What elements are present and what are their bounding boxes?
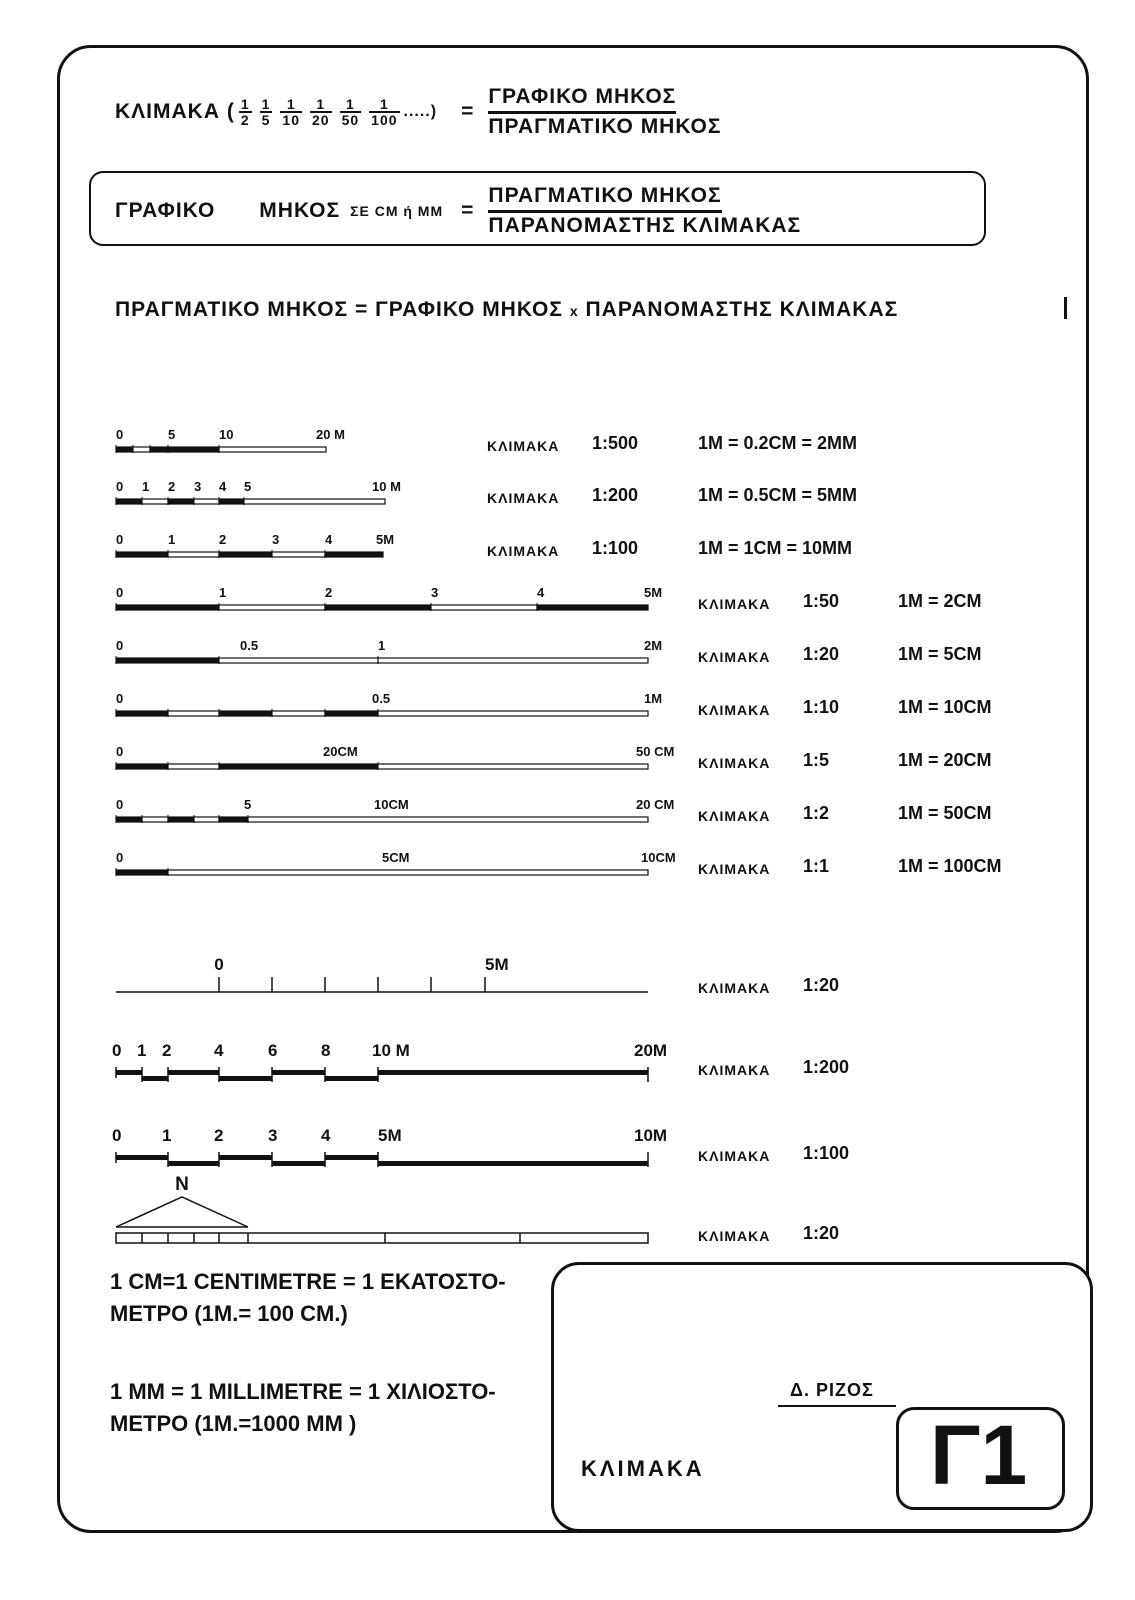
scale-bar-segment [116,658,219,663]
scale-tick-label: 5M [376,532,395,547]
scale-bar-segment [219,552,272,557]
scale-label: ΚΛΙΜΑΚΑ [698,1148,771,1164]
scale-tick-label: 3 [431,585,439,600]
scale-tick-label: 0 [116,427,124,442]
scale-bar-segment [116,605,219,610]
fraction: $\frac{1}{2}$ [240,96,250,129]
scale-bar-segment [116,1070,142,1075]
scale-tick-label: 1M [644,691,663,706]
scale-equivalence: 1M = 2CM [898,591,982,611]
scale-bar-segment [378,1070,648,1075]
scale-bar-segment [133,447,150,452]
scale-bar-segment [150,447,168,452]
scale-bar-segment [219,764,378,769]
scale-equivalence: 1M = 50CM [898,803,992,823]
scale-tick-label: 4 [214,1041,224,1060]
scale-label: ΚΛΙΜΑΚΑ [698,649,771,665]
scale-tick-label: 0 [112,1126,122,1145]
scale-bar-segment [219,447,326,452]
fraction: $\frac{1}{100}$ [371,96,398,129]
scale-bar-segment [431,605,537,610]
real-length-numerator: ΠΡΑΓΜΑΤΙΚΟ ΜΗΚΟΣ [488,183,721,213]
scale-tick-label: 3 [268,1126,278,1145]
scale-bar-segment [168,764,219,769]
scale-ratio: 1:500 [592,433,639,453]
mm-note-line: 1 MM = 1 MILLIMETRE = 1 ΧΙΛΙΟΣΤΟ- [110,1379,496,1404]
scale-ratio: 1:50 [803,591,840,611]
scale-equivalence: 1M = 100CM [898,856,1002,876]
scale-tick-label: 0.5 [240,638,259,653]
scale-ratio: 1:200 [592,485,639,505]
graphic-length-numerator: ΓΡΑΦΙΚΟ ΜΗΚΟΣ [488,84,676,114]
scale-tick-label: 5M [378,1126,402,1145]
scale-tick-label: 0 [116,744,124,759]
scale-tick-label: 20M [634,1041,668,1060]
scale-tick-label: 3 [272,532,280,547]
author: Δ. ΡΙΖΟΣ [790,1380,874,1400]
scale-equivalence: 1M = 1CM = 10MM [698,538,853,558]
times-sign: x [569,303,579,319]
scale-ratio: 1:100 [592,538,639,558]
scale-ratio: 1:1 [803,856,830,876]
scale-bar-segment [325,552,383,557]
scale-label: ΚΛΙΜΑΚΑ [698,596,771,612]
scale-bar-segment [194,817,219,822]
scale-bar-segment [168,711,219,716]
scale-bar-segment [325,1076,378,1081]
scale-tick-label: 0 [116,797,124,812]
scale-bar-segment [248,817,648,822]
scale-ratio: 1:20 [803,1223,840,1243]
scale-tick-label: 5CM [382,850,410,865]
scale-tick-label: 0 [112,1041,122,1060]
scale-label: ΚΛΙΜΑΚΑ [698,980,771,996]
scale-tick-label: 2 [162,1041,172,1060]
scale-bar-segment [219,605,325,610]
scale-ratio: 1:20 [803,644,840,664]
scale-label: ΚΛΙΜΑΚΑ [487,490,560,506]
scale-label: ΚΛΙΜΑΚΑ [487,438,560,454]
equals-sign: = [461,100,475,124]
fraction: $\frac{1}{5}$ [261,96,271,129]
scale-tick-label: 5M [644,585,663,600]
scale-bar-segment [378,1161,648,1166]
scale-bar-segment [378,764,648,769]
scale-bar-segment [168,499,194,504]
scale-ratio: 1:5 [803,750,830,770]
formula-text: ΠΡΑΓΜΑΤΙΚΟ ΜΗΚΟΣ = ΓΡΑΦΙΚΟ ΜΗΚΟΣ [115,298,563,321]
scale-tick-label: 20 M [316,427,345,442]
scale-tick-label: 4 [321,1126,331,1145]
scale-bar-segment [219,499,244,504]
scale-bar-segment [142,1076,168,1081]
scale-bar-segment [116,711,168,716]
scale-equivalence: 1M = 0.5CM = 5MM [698,485,858,505]
denominator-label: ΠΑΡΑΝΟΜΑΣΤΗΣ ΚΛΙΜΑΚΑΣ [488,214,802,238]
scale-bar-segment [194,499,219,504]
scale-bar-segment [116,764,168,769]
scale-tick-label: 1 [142,479,150,494]
fraction: $\frac{1}{10}$ [282,96,300,129]
scale-label: ΚΛΙΜΑΚΑ [698,1228,771,1244]
scale-bar-segment [272,1161,325,1166]
scale-tick-label: 1 [168,532,176,547]
scale-tick-label: 5M [485,955,509,974]
ellipsis: .....) [403,103,438,121]
real-length-denominator: ΠΡΑΓΜΑΤΙΚΟ ΜΗΚΟΣ [488,115,722,139]
scale-tick-label: 0 [116,850,124,865]
scale-tick-label: 20 CM [636,797,675,812]
scale-tick-label: 10CM [374,797,409,812]
scale-tick-label: 1 [137,1041,147,1060]
scale-tick-label: 2M [644,638,663,653]
scale-tick-label: 0 [116,585,124,600]
scale-tick-label: 10 M [372,1041,410,1060]
equals-sign: = [461,199,475,223]
mm-note [110,1376,496,1440]
scale-bar-segment [168,447,219,452]
scale-ratio: 1:100 [803,1143,850,1163]
scale-bar-segment [116,817,142,822]
scale-tick-label: 10CM [641,850,676,865]
author-underline [778,1405,896,1407]
scale-bar-segment [378,711,648,716]
scale-tick-label: 0 [116,479,124,494]
scale-ratio: 1:20 [803,975,840,995]
formula-word: ΜΗΚΟΣ [259,199,341,223]
scale-tick-label: 2 [168,479,176,494]
scale-bar-segment [168,817,194,822]
scale-tick-label: 0 [214,955,224,974]
scale-tick-label: 1 [219,585,227,600]
scale-bar-outline [116,1233,648,1243]
scale-tick-label: 5 [168,427,176,442]
scale-ratio: 1:10 [803,697,840,717]
sheet-code: Γ1 [930,1408,1028,1502]
scale-tick-label: 2 [325,585,333,600]
scale-tick-label: 3 [194,479,202,494]
scale-tick-label: 2 [219,532,227,547]
north-triangle [116,1197,248,1227]
scale-bar-segment [378,658,648,663]
scale-label: ΚΛΙΜΑΚΑ [698,861,771,877]
scale-equivalence: 1M = 5CM [898,644,982,664]
scale-tick-label: 10 M [372,479,401,494]
scale-tick-label: 4 [219,479,227,494]
cm-note-line: ΜΕΤΡΟ (1M.= 100 CM.) [110,1300,348,1326]
scale-tick-label: 1 [378,638,386,653]
scale-tick-label: 5 [244,479,252,494]
scale-tick-label: 0 [116,691,124,706]
scale-equivalence: 1M = 10CM [898,697,992,717]
scale-label: ΚΛΙΜΑΚΑ [698,702,771,718]
scale-bar-segment [116,447,133,452]
scale-tick-label: 6 [268,1041,278,1060]
scale-bar-segment [272,552,325,557]
scale-bar-segment [325,711,378,716]
scale-ratio: 1:200 [803,1057,850,1077]
scale-bar-segment [219,817,248,822]
fraction: $\frac{1}{20}$ [312,96,330,129]
fraction: $\frac{1}{50}$ [341,96,360,129]
scale-label: ΚΛΙΜΑΚΑ [698,808,771,824]
scale-bar-segment [142,817,168,822]
scale-tick-label: 4 [325,532,333,547]
scale-equivalence: 1M = 20CM [898,750,992,770]
cm-note-line: 1 CM=1 CENTIMETRE = 1 ΕΚΑΤΟΣΤΟ- [110,1269,506,1294]
scale-equivalence: 1M = 0.2CM = 2MM [698,433,858,453]
scale-word: ΚΛΙΜΑΚΑ ( [115,100,235,124]
scale-tick-label: 5 [244,797,252,812]
scale-tick-label: 0.5 [372,691,391,706]
scale-tick-label: 0 [116,532,124,547]
scale-bar-segment [168,1070,219,1075]
scale-tick-label: 2 [214,1126,224,1145]
scale-bar-segment [219,1076,272,1081]
scale-bar-segment [116,870,168,875]
scale-bar-segment [272,711,325,716]
sheet-title: ΚΛΙΜΑΚΑ [581,1456,705,1481]
units-note: ΣΕ CM ή MM [350,203,444,220]
scale-tick-label: 0 [116,638,124,653]
scale-bar-segment [168,552,219,557]
scale-bar-segment [219,711,272,716]
scale-bar-segment [116,499,142,504]
scale-tick-label: 20CM [323,744,358,759]
scale-tick-label: 4 [537,585,545,600]
scale-bar-segment [168,870,648,875]
scale-bar-segment [244,499,385,504]
scale-bar-segment [219,1155,272,1160]
scale-label: ΚΛΙΜΑΚΑ [698,1062,771,1078]
scale-bar-segment [219,658,378,663]
scale-bar-segment [537,605,648,610]
scale-tick-label: 10 [219,427,234,442]
scale-bar-segment [116,552,168,557]
scale-tick-label: 50 CM [636,744,675,759]
scale-ratio: 1:2 [803,803,830,823]
scale-bar-segment [168,1161,219,1166]
scale-tick-label: 8 [321,1041,331,1060]
formula-word: ΓΡΑΦΙΚΟ [115,199,216,223]
scale-bar-segment [116,1155,168,1160]
scale-tick-label: 10M [634,1126,668,1145]
scale-tick-label: 1 [162,1126,172,1145]
formula-text: ΠΑΡΑΝΟΜΑΣΤΗΣ ΚΛΙΜΑΚΑΣ [585,298,899,321]
mm-note-line: ΜΕΤΡΟ (1M.=1000 MM ) [110,1410,357,1436]
north-label: N [175,1174,189,1195]
scale-bar-segment [142,499,168,504]
scale-bar-segment [325,1155,378,1160]
scale-label: ΚΛΙΜΑΚΑ [487,543,560,559]
cm-note [110,1266,506,1330]
scale-bar-segment [272,1070,325,1075]
scale-label: ΚΛΙΜΑΚΑ [698,755,771,771]
scale-bar-segment [325,605,431,610]
